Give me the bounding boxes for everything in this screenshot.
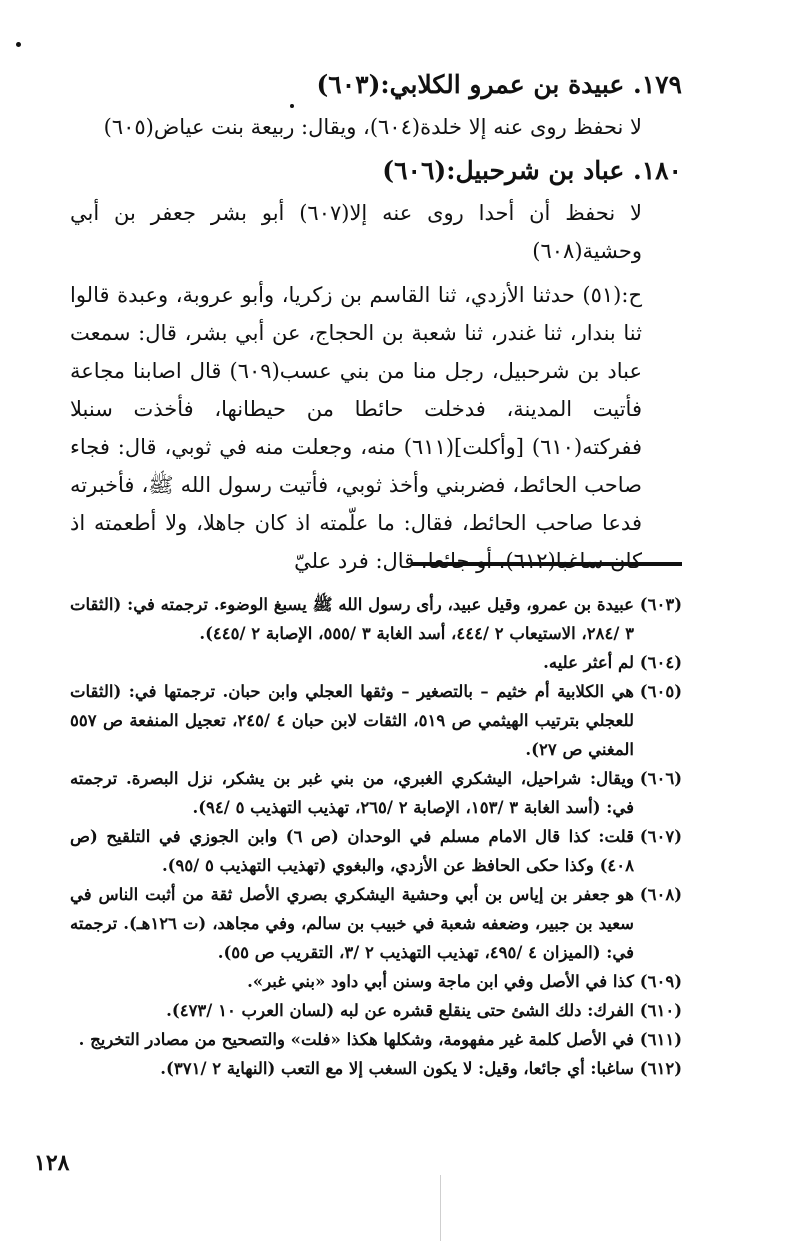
footnote bbox=[70, 1054, 682, 1083]
footnote-number: (٦٠٧) bbox=[639, 827, 682, 846]
footnote-number: (٦٠٥) bbox=[639, 682, 682, 701]
footnote-number: (٦٠٤) bbox=[639, 653, 682, 672]
footnote-text: ساغبا: أي جائعا، وقيل: لا يكون السغب إلا مع التعب (النهاية ٢ /٣٧١). bbox=[160, 1059, 634, 1078]
entry-paragraph: لا نحفظ روى عنه إلا خلدة(٦٠٤)، ويقال: ربيعة بنت عياض(٦٠٥) bbox=[103, 115, 642, 139]
footnote-number: (٦٠٣) bbox=[639, 595, 682, 614]
footnote-number: (٦١٢) bbox=[639, 1059, 682, 1078]
hadith-paragraph: ح:(٥١) حدثنا الأزدي، ثنا القاسم بن زكريا، وأبو عروبة، وعبدة قالوا ثنا بندار، ثنا غندر، ثنا شعبة بن الحجاج، عن أبي بشر، قال: سمعت عباد بن شرحبيل، رجل منا من بني عسب(٦٠٩) قال اصابنا مجاعة فأتيت المدينة، فدخلت حائطا من حيطانها، فأخذت سنبلا ففركته(٦١٠) [وأكلت](٦١١) منه، وجعلت منه في ثوبي، قال: فجاء صاحب الحائط، فضربني وأخذ ثوبي، فأتيت رسول الله ﷺ، فأخبرته فدعا صاحب الحائط، فقال: ما علّمته اذ كان جاهلا، ولا أطعمته اذ كان ساغبا(٦١٢)، أو جائعا، قال: فرد عليّ bbox=[70, 283, 642, 573]
footnote-text: هو جعفر بن إياس بن أبي وحشية اليشكري بصري الأصل ثقة من أثبت الناس في سعيد بن جبير، وضعفه شعبة في خبيب بن سالم، وفي مجاهد، (ت ١٢٦هـ). ترجمته في: (الميزان ٤ /٤٩٥، تهذيب التهذيب ٢ /٣، التقريب ص ٥٥). bbox=[70, 885, 634, 962]
scan-gutter-line bbox=[440, 1175, 441, 1241]
footnote-number: (٦٠٩) bbox=[639, 972, 682, 991]
entry-heading: ١٧٩. عبيدة بن عمرو الكلابي:(٦٠٣) bbox=[316, 70, 682, 99]
footnote bbox=[70, 880, 682, 967]
entry-paragraph: لا نحفظ أن أحدا روى عنه إلا(٦٠٧) أبو بشر جعفر بن أبي وحشية(٦٠٨) bbox=[70, 201, 643, 263]
footnote-text: ويقال: شراحيل، اليشكري الغبري، من بني غبر بن يشكر، نزل البصرة. ترجمته في: (أسد الغابة ٣ /١٥٣، الإصابة ٢ /٢٦٥، تهذيب التهذيب ٥ /٩٤). bbox=[70, 769, 634, 817]
footnote-text: عبيدة بن عمرو، وقيل عبيد، رأى رسول الله ﷺ يسبغ الوضوء. ترجمته في: (الثقات ٣ /٢٨٤، الاستيعاب ٢ /٤٤٤، أسد الغابة ٣ /٥٥٥، الإصابة ٢ /٤٤٥). bbox=[70, 595, 634, 643]
footnote-number: (٦١١) bbox=[639, 1030, 682, 1049]
footnote-text: كذا في الأصل وفي ابن ماجة وسنن أبي داود «بني غبر». bbox=[247, 972, 634, 991]
footnote-text: في الأصل كلمة غير مفهومة، وشكلها هكذا «فلت» والتصحيح من مصادر التخريج . bbox=[78, 1030, 634, 1049]
footnote-number: (٦٠٦) bbox=[639, 769, 682, 788]
footnote-divider bbox=[412, 562, 682, 566]
footnote bbox=[70, 822, 682, 880]
book-page bbox=[70, 60, 682, 1220]
entry-heading: ١٨٠. عباد بن شرحبيل:(٦٠٦) bbox=[382, 156, 682, 185]
footnotes bbox=[70, 590, 682, 1083]
main-text bbox=[70, 60, 682, 580]
footnote-number: (٦١٠) bbox=[639, 1001, 682, 1020]
footnote bbox=[70, 967, 682, 996]
footnote-number: (٦٠٨) bbox=[639, 885, 682, 904]
scan-speck bbox=[16, 42, 21, 47]
footnote bbox=[70, 1025, 682, 1054]
footnote-text: هي الكلابية أم خثيم – بالتصغير – وثقها العجلي وابن حبان. ترجمتها في: (الثقات للعجلي بترتيب الهيثمي ص ٥١٩، الثقات لابن حبان ٤ /٢٤٥، تعجيل المنفعة ص ٥٥٧ المغني ص ٢٧). bbox=[70, 682, 635, 759]
footnote bbox=[70, 590, 682, 648]
footnote-text: الفرك: دلك الشئ حتى ينقلع قشره عن لبه (لسان العرب ١٠ /٤٧٣). bbox=[166, 1001, 634, 1020]
footnote bbox=[70, 996, 682, 1025]
footnote-text: قلت: كذا قال الامام مسلم في الوحدان (ص ٦) وابن الجوزي في التلقيح (ص ٤٠٨) وكذا حكى الحافظ عن الأزدي، والبغوي (تهذيب التهذيب ٥ /٩٥). bbox=[70, 827, 635, 875]
footnote bbox=[70, 677, 682, 764]
footnote-text: لم أعثر عليه. bbox=[543, 653, 634, 672]
scan-speck bbox=[290, 104, 294, 108]
footnote bbox=[70, 648, 682, 677]
footnote bbox=[70, 764, 682, 822]
page-number: ١٢٨ bbox=[34, 1150, 70, 1176]
